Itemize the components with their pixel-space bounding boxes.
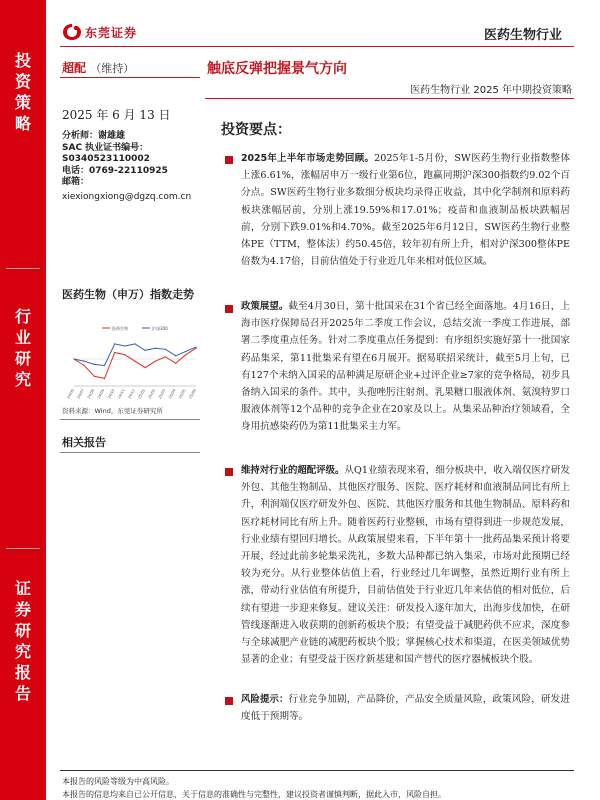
data-point — [84, 361, 85, 362]
report-date: 2025 年 6 月 13 日 — [62, 108, 171, 122]
sidebar-section-report — [0, 578, 46, 704]
x-tick-label: 25/06 — [188, 388, 197, 400]
sidebar — [0, 0, 46, 800]
analyst-name: 谢雄雄 — [98, 131, 126, 141]
data-point — [155, 348, 156, 349]
report-title: 触底反弹把握景气方向 — [207, 61, 347, 77]
x-tick-label: 25/03 — [157, 388, 167, 400]
legend-label: 医药生物 — [112, 326, 128, 331]
x-tick-label: 24/09 — [96, 388, 106, 400]
title-rule-left — [60, 77, 200, 78]
chart-source: 资料来源：Wind，东莞证券研究所 — [62, 407, 163, 415]
legend-label: 沪深300 — [152, 326, 168, 331]
title-rule-right — [205, 98, 574, 99]
data-point — [84, 365, 85, 366]
footer-rule — [60, 770, 574, 771]
source-rule — [60, 419, 200, 420]
x-tick-label: 24/06 — [66, 388, 75, 400]
data-point — [114, 343, 115, 344]
data-point — [155, 361, 156, 362]
paragraph-text: 从Q1业绩表现来看，细分板块中，收入端仅医疗研发外包、其他生物制品、其他医疗服务、医院、医疗耗材和血液制品同比有所上升，利润端仅医疗研发外包、医院、其他医疗服务和其他生物制品、原料药和医疗耗材同比有所上升。随着医药行业整顿，市场有望得到进一步规范发展，行业业绩有望回归增长。从政策展望来看，下半年第十一批药品集采预计将要开展，经过此前多轮集采洗礼，多数大品种都已纳入集采，市场对此预期已经较为充分。从行业整体估值上看，行业经过几年调整，虽然近期行业有所上涨，带动行业估值有所提升，目前估值处于行业近几年来估值的相对低位，后续有望进一步迎来修复。建议关注：研发投入逐年加大，出海步伐加快，在研管线逐渐进入收获期的创新药板块个股；有望受益于减肥药供不应求，深度参与全球减肥产业链的减肥药板块个股；掌握核心技术和渠道，在医美领域优势显著的企业；有望受益于医疗新基建和国产替代的医疗器械板块个股。 — [241, 465, 570, 666]
key-points-title: 投资要点： — [221, 122, 291, 138]
license-label: SAC 执业证书编号： — [62, 142, 149, 153]
x-tick-label: 24/12 — [127, 388, 136, 400]
sidebar-section-research — [0, 306, 46, 390]
data-point — [145, 367, 146, 368]
series-line-沪深300 — [74, 344, 196, 366]
data-point — [185, 351, 186, 352]
industry-label: 医药生物行业 — [483, 28, 562, 43]
rating — [62, 59, 134, 76]
paragraph-text: 行业竞争加剧，产品降价，产品安全质量风险，政策风险，研发进度低于预期等。 — [241, 694, 570, 723]
paragraph-lead: 政策展望。 — [241, 301, 289, 312]
analyst-email[interactable]: xiexiongxiong@dgzq.com.cn — [62, 191, 192, 202]
sidebar-section-text: 投资策略 — [14, 51, 31, 133]
paragraph-policy-outlook — [241, 298, 570, 436]
data-point — [73, 358, 74, 359]
bullet-icon — [225, 305, 233, 313]
bullet-icon — [225, 156, 233, 164]
logo-text: 东莞证券 — [85, 26, 138, 40]
sidebar-section-strategy — [0, 50, 46, 134]
data-point — [134, 343, 135, 344]
paragraph-lead: 维持对行业的超配评级。 — [241, 465, 345, 476]
x-tick-label: 24/07 — [76, 388, 86, 400]
data-point — [175, 355, 176, 356]
data-point — [195, 347, 196, 348]
related-reports-title: 相关报告 — [62, 436, 106, 449]
rating-value: 超配 — [62, 61, 87, 75]
header-rule — [60, 46, 574, 47]
email-label: 邮箱： — [62, 177, 90, 187]
paragraph-text: 截至4月30日，第十批国采在31个省已经全面落地。4月16日，上海市医疗保障局召开2025年二季度工作会议，总结交流一季度工作进展，部署二季度重点任务。针对二季度重点任务提到：有序组织实施好第十一批国家药品集采，第11批集采有望在6月展开。据易联招采统计，截至5月上旬，已有127个未纳入国采的品种满足原研企业+过评企业≥7家的竞争格局，初步具备纳入国采的条件。其中，头孢唑肟注射剂、乳果糖口服液体剂、氨溴特罗口服液体剂等12个品种的竞争企业在20家及以上。从集采品种治疗领域看，全身用抗感染药仍为第11批集采主力军。 — [241, 301, 570, 433]
paragraph-text: 2025年1-5月份，SW医药生物行业指数整体上涨6.61%，涨幅居申万一级行业第6位，跑赢同期沪深300指数约9.02个百分点。SW医药生物行业多数细分板块均录得正收益，其中化学制剂和原料药板块涨幅居前，分别上涨19.59%和17.01%；疫苗和血液制品板块跌幅居前，分别下跌9.01%和4.70%。截至2025年6月12日，SW医药生物行业整体PE（TTM，整体法）约50.45倍，较年初有所上升，相对沪深300整体PE倍数为4.17倍，目前估值处于行业近几年来相对低位区域。 — [241, 153, 570, 268]
data-point — [134, 361, 135, 362]
data-point — [185, 354, 186, 355]
data-point — [124, 345, 125, 346]
data-point — [104, 365, 105, 366]
disclaimer-line: 本报告的风险等级为中高风险。 — [62, 777, 174, 786]
paragraph-market-review — [241, 150, 570, 270]
x-tick-label: 25/02 — [147, 388, 157, 400]
analyst-phone: 电话：0769-22110925 — [62, 165, 168, 176]
sidebar-divider — [6, 268, 40, 269]
data-point — [124, 354, 125, 355]
company-logo — [62, 22, 152, 42]
data-point — [94, 376, 95, 377]
data-point — [165, 349, 166, 350]
license-number: S0340523110002 — [62, 154, 150, 164]
x-tick-label: 24/11 — [117, 388, 126, 400]
report-subtitle: 医药生物行业 2025 年中期投资策略 — [410, 85, 572, 96]
disclaimer-line: 本报告的信息均来自已公开信息，关于信息的准确性与完整性，建议投资者谨慎判断，据此入市，风险自担。 — [62, 790, 446, 799]
chart-title: 医药生物（申万）指数走势 — [62, 288, 194, 301]
analyst-info — [62, 131, 191, 203]
x-tick-label: 25/01 — [137, 388, 147, 400]
data-point — [145, 350, 146, 351]
x-tick-label: 25/05 — [178, 388, 187, 400]
sidebar-section-text: 行业研究 — [14, 307, 31, 389]
bullet-icon — [225, 697, 233, 705]
bullet-icon — [225, 468, 233, 476]
x-tick-label: 24/10 — [106, 388, 116, 400]
paragraph-risk — [241, 691, 570, 725]
data-point — [104, 378, 105, 379]
index-trend-chart — [62, 324, 200, 412]
data-point — [175, 363, 176, 364]
sidebar-section-text: 证券研究报告 — [14, 579, 31, 703]
analyst-label: 分析师： — [62, 131, 99, 141]
x-tick-label: 25/04 — [167, 388, 177, 400]
data-point — [165, 356, 166, 357]
sidebar-divider — [6, 548, 40, 549]
paragraph-rating — [241, 462, 570, 668]
paragraph-lead: 2025年上半年市场走势回顾。 — [241, 153, 375, 164]
logo-mark-icon — [62, 23, 82, 41]
data-point — [94, 364, 95, 365]
paragraph-lead: 风险提示： — [241, 694, 289, 705]
data-point — [114, 352, 115, 353]
x-tick-label: 24/08 — [86, 388, 96, 400]
rating-sub: （维持） — [90, 62, 135, 75]
related-rule — [60, 452, 200, 453]
